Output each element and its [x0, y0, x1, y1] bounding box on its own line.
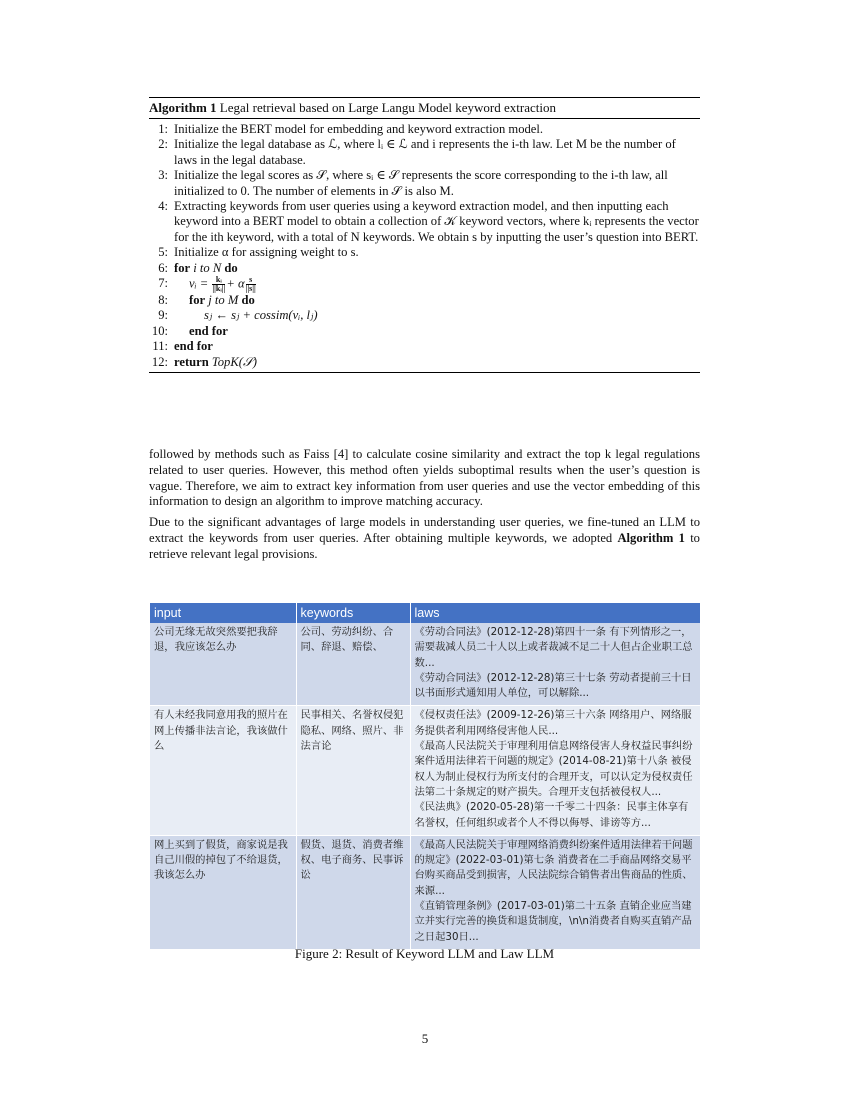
- algorithm-line-9: 9: sⱼ ← sⱼ + cossim(vᵢ, lⱼ): [158, 308, 318, 323]
- algorithm-line-2: 2: Initialize the legal database as ℒ, where lᵢ ∈ ℒ and i represents the i-th law. Let M be the number of laws in the legal database.: [158, 137, 676, 167]
- algorithm-reference: Algorithm 1: [617, 530, 685, 545]
- algorithm-line-7: 7: vᵢ = $\frac{\text{kᵢ}}{\text{||kᵢ||}}$ + α $\frac{s}{||s||}$: [158, 275, 256, 294]
- algorithm-bottom-rule: [149, 372, 700, 373]
- algorithm-line-8: 8: for j to M do: [158, 293, 255, 308]
- algorithm-caption: [149, 98, 700, 118]
- cell-input: 网上买到了假货，商家说是我自己川假的掉包了不给退货，我该怎么办: [150, 835, 296, 949]
- algorithm-line-6: 6: for i to N do: [158, 260, 238, 275]
- algorithm-label: Algorithm 1: [149, 100, 217, 115]
- body-paragraph-2: Due to the significant advantages of large models in understanding user queries, we fine-tuned an LLM to extract the keywords from user queries. After obtaining multiple keywords, we adopted Algorithm 1 to retrieve relevant legal provisions.: [149, 515, 700, 561]
- table-row: [150, 623, 700, 706]
- cell-input: 公司无缘无故突然要把我辞退，我应该怎么办: [150, 623, 296, 706]
- algorithm-body: [149, 119, 700, 372]
- cell-laws: 《最高人民法院关于审理网络消费纠纷案件适用法律若干问题的规定》(2022-03-01)第七条 消费者在二手商品网络交易平台购买商品受到损害，人民法院综合销售者出售商品的性质、来源... 《直销管理条例》(2017-03-01)第二十五条 直销企业应当建立并实行完善的换货和退货制度，\n\n消费者自购买直销产品之日起30日...: [410, 835, 700, 949]
- algorithm-line-5: 5: Initialize α for assigning weight to s.: [158, 245, 359, 260]
- cell-keywords: 假货、退货、消费者维权、电子商务、民事诉讼: [296, 835, 410, 949]
- figure-caption: Figure 2: Result of Keyword LLM and Law LLM: [294, 946, 555, 961]
- fraction-k: $\frac{\text{kᵢ}}{\text{||kᵢ||}}$: [212, 275, 226, 294]
- table-row: [150, 835, 700, 949]
- body-paragraph-1: followed by methods such as Faiss [4] to calculate cosine similarity and extract the top k legal regulations related to user queries. However, this method often yields suboptimal results when the user’s question is vague. Therefore, we aim to extract key information from user queries and use the vector embedding of this information to design an algorithm to improve matching accuracy.: [149, 447, 700, 509]
- cell-laws: 《劳动合同法》(2012-12-28)第四十一条 有下列情形之一，需要裁减人员二十人以上或者裁减不足二十人但占企业职工总数... 《劳动合同法》(2012-12-28)第三十七条 劳动者提前三十日以书面形式通知用人单位，可以解除...: [410, 623, 700, 706]
- cell-keywords: 公司、劳动纠纷、合同、辞退、赔偿、: [296, 623, 410, 706]
- cell-laws: 《侵权责任法》(2009-12-26)第三十六条 网络用户、网络服务提供者利用网络侵害他人民... 《最高人民法院关于审理利用信息网络侵害人身权益民事纠纷案件适用法律若干问题的规定》(2014-08-21)第十八条 被侵权人为制止侵权行为所支付的合理开支，可以认定为侵权责任法第二十条规定的财产损失。合理开支包括被侵权人... 《民法典》(2020-05-28)第一千零二十四条：民事主体享有名誉权，任何组织或者个人不得以侮辱、诽谤等方...: [410, 706, 700, 835]
- header-keywords: keywords: [296, 603, 410, 623]
- cell-keywords: 民事相关、名誉权侵犯隐私、网络、照片、非法言论: [296, 706, 410, 835]
- page-number: 5: [421, 1031, 429, 1046]
- table-header-row: [150, 603, 700, 623]
- algorithm-box: [149, 97, 700, 373]
- algorithm-line-12: 12: return TopK(𝒮): [151, 354, 257, 369]
- header-input: input: [150, 603, 296, 623]
- fraction-s: $\frac{s}{||s||}$: [245, 275, 256, 294]
- table-row: [150, 706, 700, 835]
- algorithm-line-1: 1: Initialize the BERT model for embedding and keyword extraction model.: [158, 122, 544, 136]
- algorithm-line-11: 11: end for: [152, 339, 213, 354]
- results-table: [150, 603, 700, 949]
- algorithm-line-3: 3: Initialize the legal scores as 𝒮, where sᵢ ∈ 𝒮 represents the score corresponding to the i-th law, all initialized to 0. The number of elements in 𝒮 is also M.: [158, 168, 668, 198]
- cell-input: 有人未经我同意用我的照片在网上传播非法言论，我该做什么: [150, 706, 296, 835]
- header-laws: laws: [410, 603, 700, 623]
- algorithm-line-4: 4: Extracting keywords from user queries using a keyword extraction model, and then inputting each keyword into a BERT model to obtain a collection of 𝒦 keyword vectors, where kᵢ represents the vector for the ith keyword, with a total of N keywords. We obtain s by inputting the user’s question into BERT.: [158, 199, 699, 244]
- algorithm-line-10: 10: end for: [151, 323, 228, 338]
- algorithm-title: Legal retrieval based on Large Langu Model keyword extraction: [219, 100, 556, 115]
